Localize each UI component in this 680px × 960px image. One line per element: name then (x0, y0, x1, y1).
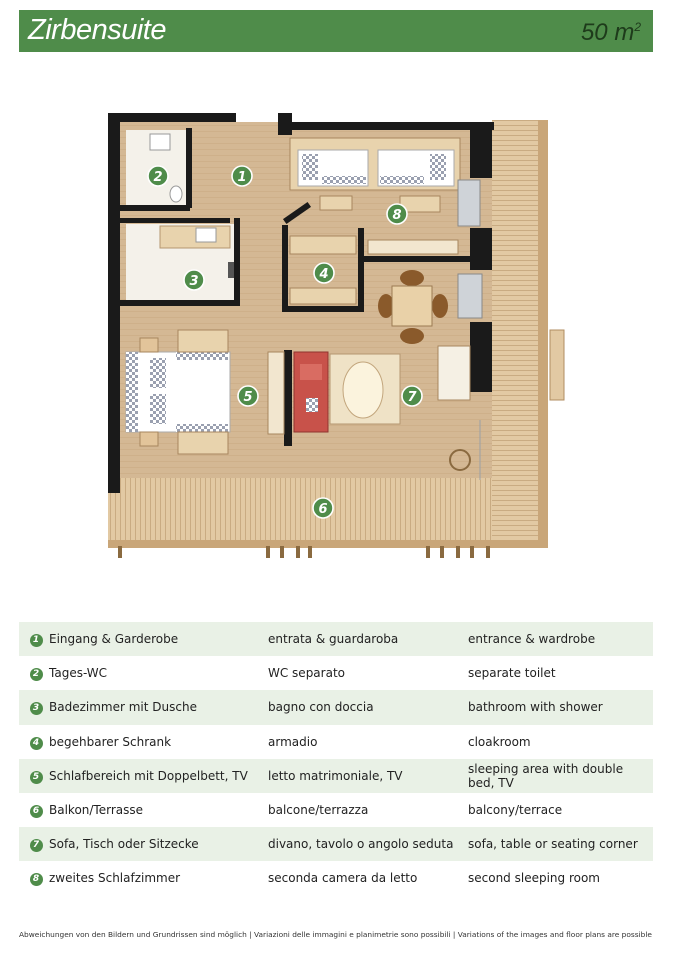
legend-number-cell (19, 759, 49, 793)
legend-italian: entrata & guardaroba (268, 622, 468, 656)
svg-text:1: 1 (237, 170, 247, 185)
legend-row (19, 690, 653, 724)
legend-italian: divano, tavolo o angolo seduta (268, 827, 468, 861)
legend-italian: letto matrimoniale, TV (268, 759, 468, 793)
legend-english: cloakroom (468, 734, 531, 749)
marker-6 (313, 498, 333, 518)
legend-number-badge: 4 (30, 737, 43, 750)
legend-german: Eingang & Garderobe (49, 622, 268, 656)
legend-number-cell (19, 690, 49, 724)
legend-number-badge: 6 (30, 805, 43, 818)
legend-italian: armadio (268, 734, 318, 749)
legend-german: Badezimmer mit Dusche (49, 690, 268, 724)
legend-english: entrance & wardrobe (468, 622, 653, 656)
svg-text:5: 5 (243, 390, 253, 405)
legend-number-badge: 5 (30, 771, 43, 784)
disclaimer-footer: Abweichungen von den Bildern und Grundrissen sind möglich | Variazioni delle immagini e planimetrie sono possibili | Variations of the images and floor plans are possible (19, 930, 652, 939)
marker-8 (387, 204, 407, 224)
legend-number-cell (19, 656, 49, 690)
legend-english: sleeping area with double bed, TV (468, 759, 653, 793)
marker-7 (402, 386, 422, 406)
legend-number-cell (19, 622, 49, 656)
legend-number-badge: 7 (30, 839, 43, 852)
legend-german: Tages-WC (49, 666, 108, 681)
marker-2 (148, 166, 168, 186)
legend-number-badge: 1 (30, 634, 43, 647)
svg-text:8: 8 (392, 208, 402, 223)
legend-row (19, 725, 653, 759)
legend-german: Balkon/Terrasse (49, 803, 144, 818)
legend-german: Schlafbereich mit Doppelbett, TV (49, 759, 268, 793)
legend-number-badge: 8 (30, 873, 43, 886)
svg-text:4: 4 (319, 267, 329, 282)
legend-row (19, 656, 653, 690)
area-unit-exponent: 2 (634, 20, 641, 34)
legend-table (19, 622, 653, 896)
legend-number-cell (19, 725, 49, 759)
legend-italian: balcone/terrazza (268, 803, 369, 818)
svg-text:6: 6 (318, 502, 328, 517)
marker-1 (232, 166, 252, 186)
legend-english: separate toilet (468, 666, 556, 681)
legend-german: Sofa, Tisch oder Sitzecke (49, 827, 268, 861)
legend-row (19, 827, 653, 861)
marker-4 (314, 263, 334, 283)
legend-german: begehbarer Schrank (49, 734, 172, 749)
legend-row (19, 759, 653, 793)
area-value: 50 m (580, 19, 635, 46)
legend-italian: seconda camera da letto (268, 871, 418, 886)
legend-number-cell (19, 827, 49, 861)
legend-english: sofa, table or seating corner (468, 827, 653, 861)
legend-row (19, 793, 653, 827)
legend-number-cell (19, 793, 49, 827)
svg-text:2: 2 (153, 170, 163, 185)
svg-text:7: 7 (407, 390, 417, 405)
legend-english: balcony/terrace (468, 803, 563, 818)
legend-number-badge: 2 (30, 668, 43, 681)
dining-table (392, 286, 432, 326)
legend-number-cell (19, 861, 49, 895)
marker-5 (238, 386, 258, 406)
legend-english: second sleeping room (468, 871, 600, 886)
legend-italian: bagno con doccia (268, 690, 468, 724)
legend-german: zweites Schlafzimmer (49, 871, 181, 886)
svg-text:3: 3 (189, 274, 199, 289)
marker-3 (184, 270, 204, 290)
legend-italian: WC separato (268, 666, 345, 681)
legend-number-badge: 3 (30, 702, 43, 715)
suite-title: Zirbensuite (28, 14, 166, 46)
legend-english: bathroom with shower (468, 690, 653, 724)
double-bed (126, 352, 230, 432)
legend-row (19, 622, 653, 656)
legend-row (19, 861, 653, 895)
